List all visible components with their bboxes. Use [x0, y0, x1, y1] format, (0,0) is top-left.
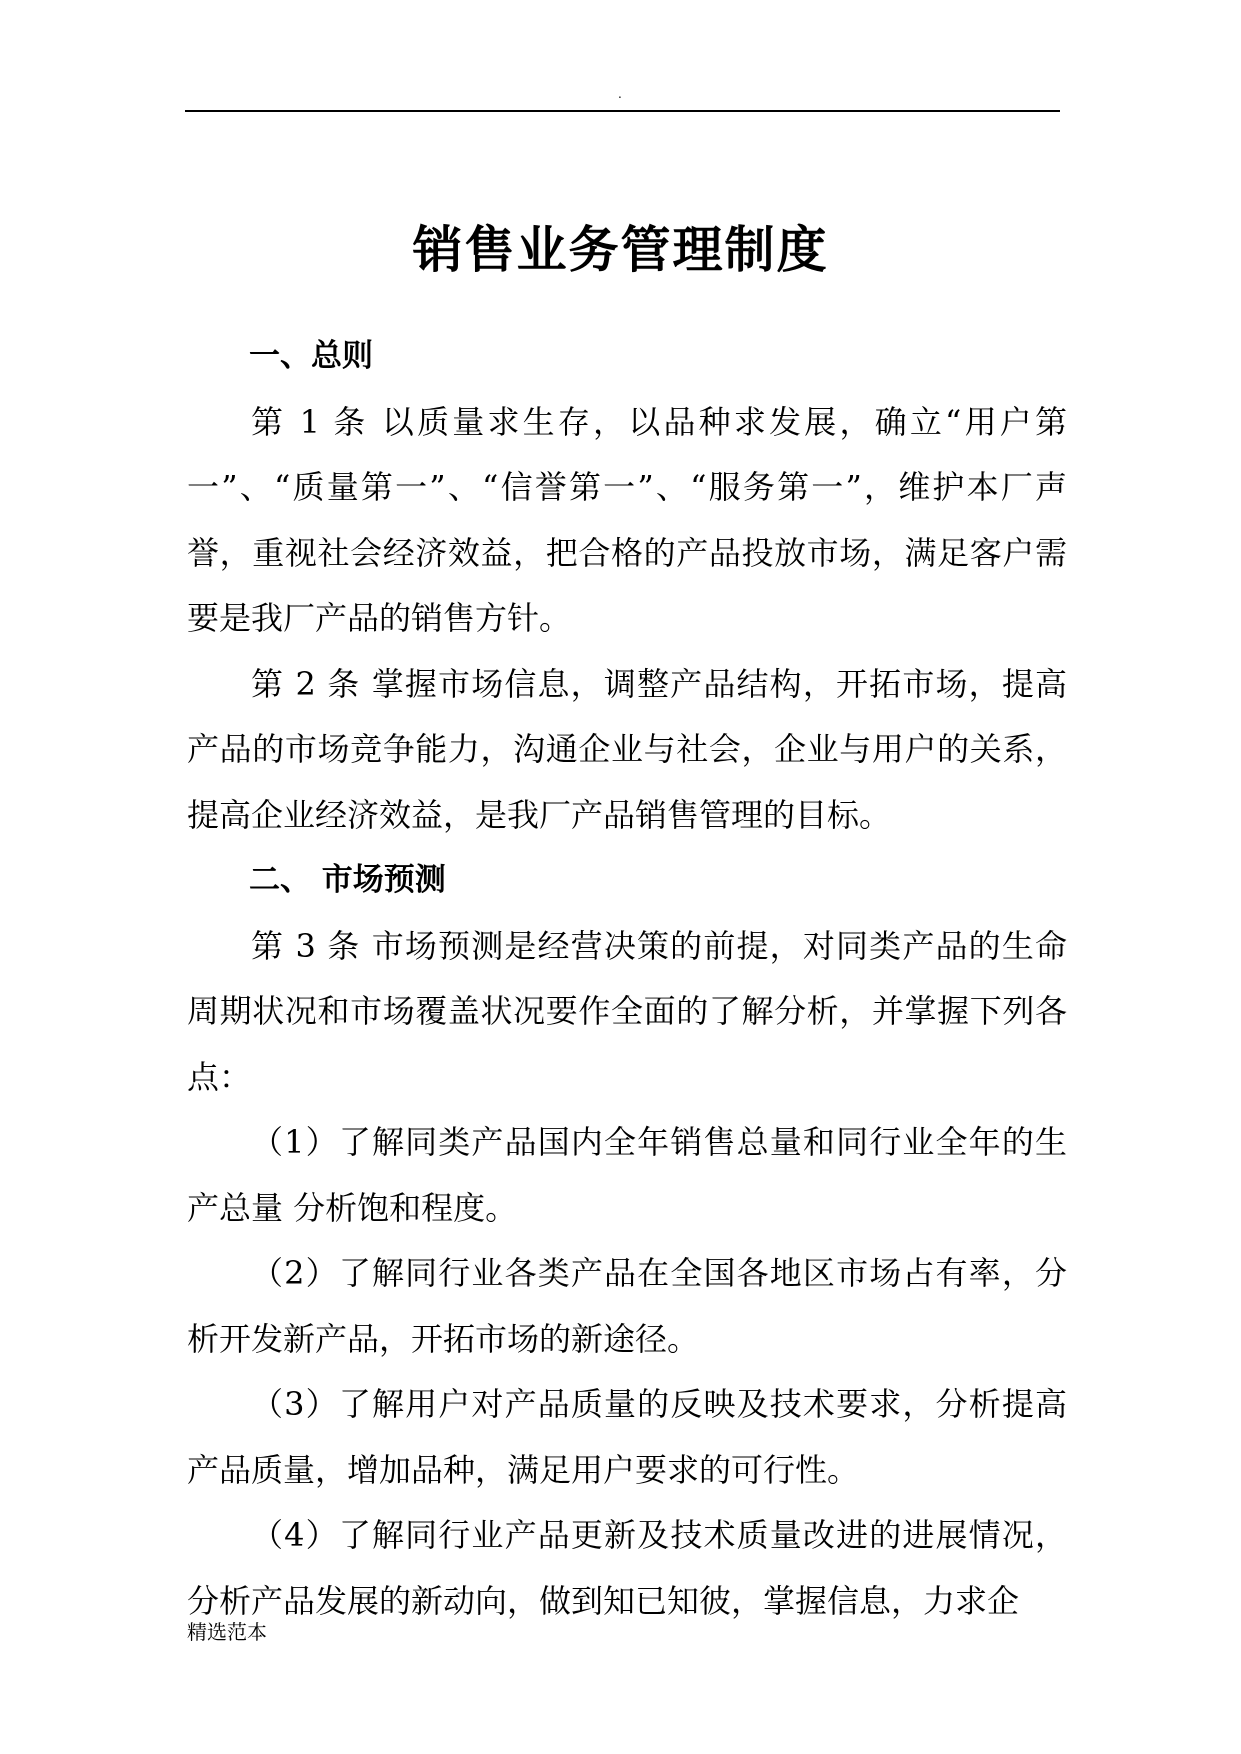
list-item-3: （3）了解用户对产品质量的反映及技术要求，分析提高产品质量，增加品种，满足用户要求的可行性。: [187, 1385, 1067, 1489]
section-heading-general: 一、总则: [249, 338, 373, 374]
list-item-1: （1）了解同类产品国内全年销售总量和同行业全年的生产总量 分析饱和程度。: [187, 1123, 1067, 1227]
document-body: [187, 324, 1067, 1634]
list-item-2: （2）了解同行业各类产品在全国各地区市场占有率，分析开发新产品，开拓市场的新途径。: [187, 1254, 1067, 1358]
header-mark: .: [618, 87, 622, 101]
article-2: 第 2 条 掌握市场信息，调整产品结构，开拓市场，提高产品的市场竞争能力，沟通企业与社会，企业与用户的关系，提高企业经济效益，是我厂产品销售管理的目标。: [187, 664, 1067, 834]
section-heading-market-forecast: 二、 市场预测: [249, 862, 446, 898]
article-3: 第 3 条 市场预测是经营决策的前提，对同类产品的生命周期状况和市场覆盖状况要作全面的了解分析，并掌握下列各点：: [187, 926, 1067, 1096]
article-1: 第 1 条 以质量求生存，以品种求发展，确立“用户第一”、“质量第一”、“信誉第一”、“服务第一”，维护本厂声誉，重视社会经济效益，把合格的产品投放市场，满足客户需要是我厂产品的销售方针。: [187, 402, 1067, 637]
header-rule: [185, 110, 1060, 112]
footer-label: 精选范本: [187, 1620, 267, 1644]
document-title: 销售业务管理制度: [412, 221, 829, 279]
list-item-4: （4）了解同行业产品更新及技术质量改进的进展情况，分析产品发展的新动向，做到知已知彼，掌握信息，力求企: [187, 1516, 1067, 1620]
